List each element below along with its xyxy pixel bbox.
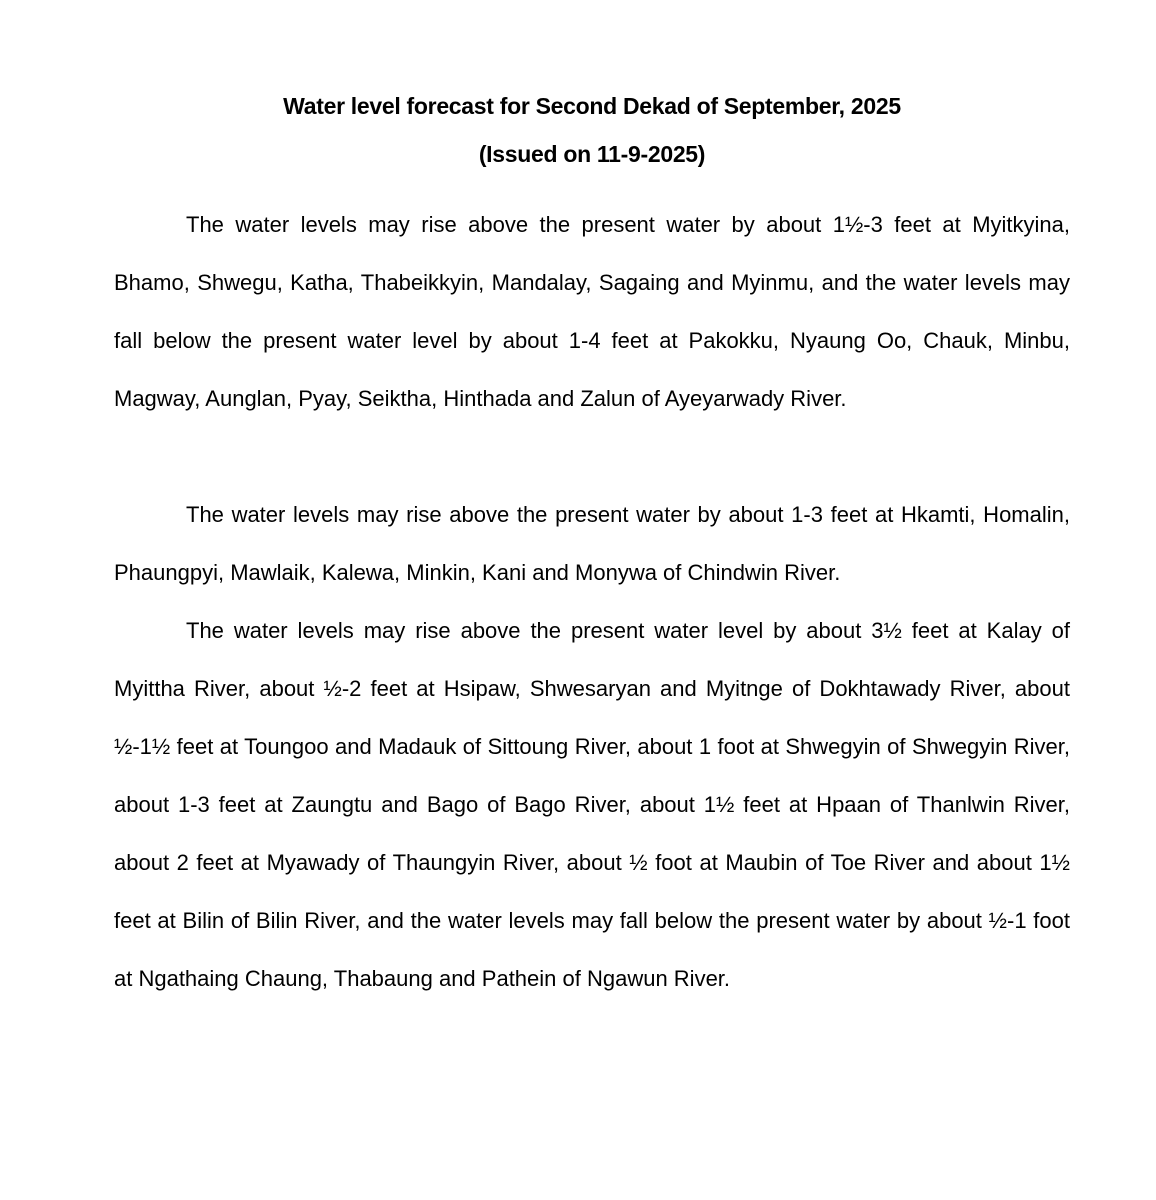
issue-date: (Issued on 11-9-2025) [478,141,706,167]
paragraph-text: The water levels may rise above the present water by about 1½-3 feet at Myitkyina, Bhamo, Shwegu, Katha, Thabeikkyin, Mandalay, Sagaing and Myinmu, and the water levels may fall below the present water level by about 1-4 feet at Pakokku, Nyaung Oo, Chauk, Minbu, Magway, Aunglan, Pyay, Seiktha, Hinthada and Zalun of Ayeyarwady River. [114,212,1070,411]
paragraph-text: The water levels may rise above the present water level by about 3½ feet at Kalay of Myittha River, about ½-2 feet at Hsipaw, Shwesaryan and Myitnge of Dokhtawady River, about ½-1½ feet at Toungoo and Madauk of Sittoung River, about 1 foot at Shwegyin of Shwegyin River, about 1-3 feet at Zaungtu and Bago of Bago River, about 1½ feet at Hpaan of Thanlwin River, about 2 feet at Myawady of Thaungyin River, about ½ foot at Maubin of Toe River and about 1½ feet at Bilin of Bilin River, and the water levels may fall below the present water by about ½-1 foot at Ngathaing Chaung, Thabaung and Pathein of Ngawun River. [114,618,1070,991]
paragraph-text: The water levels may rise above the present water by about 1-3 feet at Hkamti, Homalin, Phaungpyi, Mawlaik, Kalewa, Minkin, Kani and Monywa of Chindwin River. [114,502,1070,585]
paragraph-chindwin [114,486,1070,602]
paragraph-ayeyarwady [114,196,1070,428]
document-title: Water level forecast for Second Dekad of September, 2025 [283,93,901,119]
paragraph-other-rivers [114,602,1070,1008]
